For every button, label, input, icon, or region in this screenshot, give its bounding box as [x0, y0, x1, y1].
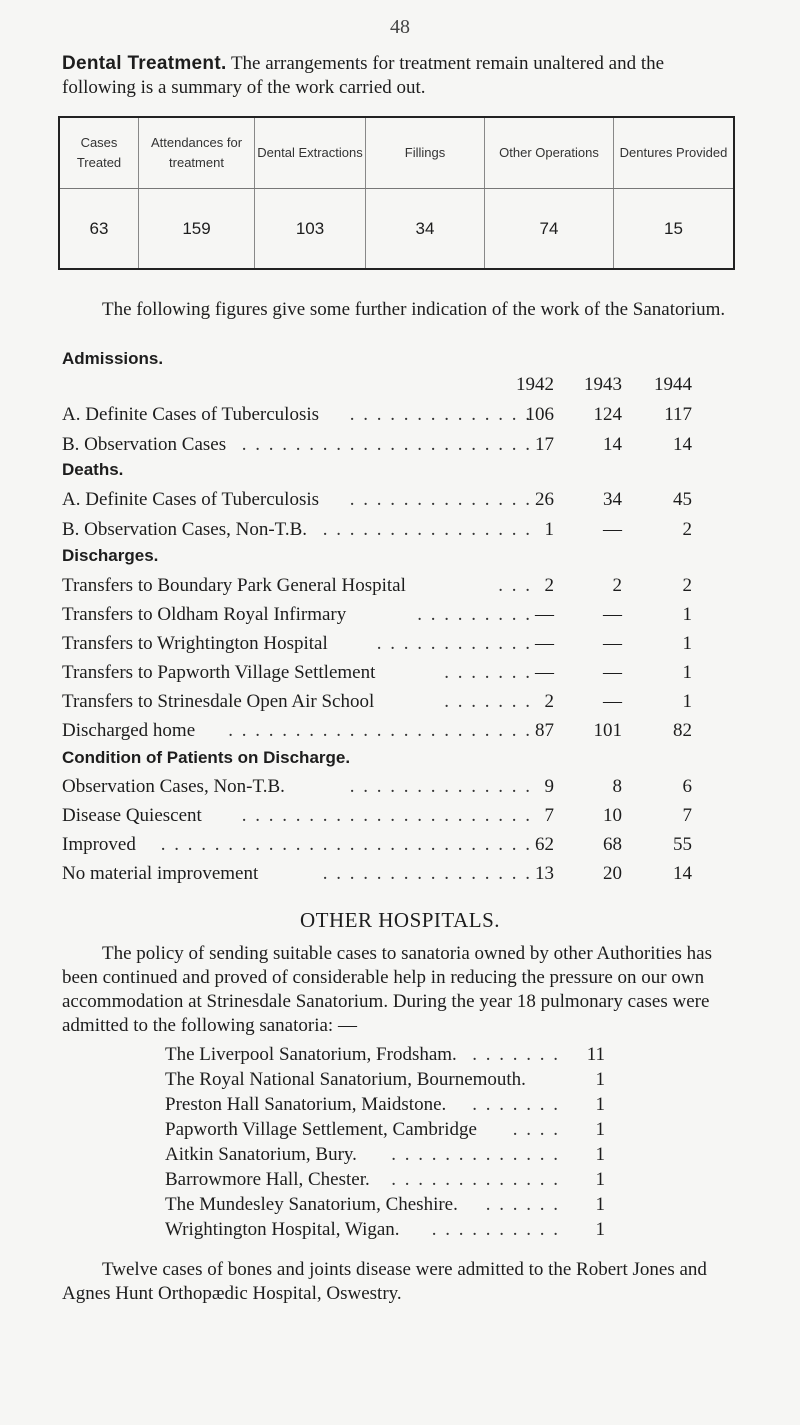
row-label: B. Observation Cases, Non-T.B.	[62, 519, 313, 541]
value-1943: 124	[593, 404, 622, 425]
table-row: . . . . . . . . . . . . . . . . . . . . . . Disease Quiescent 7 10 7	[62, 805, 692, 826]
condition-heading: Condition of Patients on Discharge.	[62, 748, 351, 767]
value-1944: 1	[682, 604, 692, 625]
year-1943: 1943	[584, 374, 622, 395]
value-1942: —	[535, 604, 554, 625]
dental-treatment-heading: Dental Treatment.	[62, 53, 227, 74]
header-attendances: Attendances for treatment	[139, 117, 255, 189]
year-header-row	[62, 374, 742, 398]
value-1943: —	[603, 691, 622, 712]
value-1942: 2	[544, 575, 554, 596]
sanatorium-name: The Mundesley Sanatorium, Cheshire.	[165, 1194, 462, 1216]
value-1944: 1	[682, 633, 692, 654]
table-row: . . . . . . . Transfers to Strinesdale Open Air School 2 — 1	[62, 691, 692, 712]
sanatorium-count: 1	[595, 1144, 605, 1165]
value-1942: —	[535, 633, 554, 654]
dental-summary-table	[58, 116, 735, 270]
table-row	[59, 189, 734, 270]
year-1942: 1942	[516, 374, 554, 395]
sanatorium-name: Papworth Village Settlement, Cambridge	[165, 1119, 481, 1141]
row-label: Transfers to Oldham Royal Infirmary	[62, 604, 352, 626]
list-item: . . . . . . . . . . Wrightington Hospital, Wigan. 1	[165, 1219, 605, 1240]
value-1944: 82	[673, 720, 692, 741]
value-1944: 45	[673, 489, 692, 510]
value-1942: 106	[525, 404, 554, 425]
value-1943: 68	[603, 834, 622, 855]
table-row: . . . . . . . . . . . . . . A. Definite Cases of Tuberculosis 26 34 45	[62, 489, 692, 510]
sanatorium-count: 1	[595, 1219, 605, 1240]
value-1943: 10	[603, 805, 622, 826]
table-row: . . . . . . . . . Transfers to Oldham Royal Infirmary — — 1	[62, 604, 692, 625]
sanatorium-name: The Royal National Sanatorium, Bournemouth.	[165, 1069, 526, 1090]
intro-paragraph	[62, 52, 742, 100]
row-label: Transfers to Papworth Village Settlement	[62, 662, 381, 684]
value-1943: 20	[603, 863, 622, 884]
sanatorium-name: Preston Hall Sanatorium, Maidstone.	[165, 1094, 450, 1116]
other-hospitals-title: OTHER HOSPITALS.	[300, 908, 500, 932]
value-attendances: 159	[139, 189, 255, 270]
sanatorium-count: 1	[595, 1194, 605, 1215]
value-cases-treated: 63	[59, 189, 139, 270]
row-label: Discharged home	[62, 720, 201, 742]
value-fillings: 34	[366, 189, 485, 270]
row-label: No material improvement	[62, 863, 264, 885]
value-1944: 2	[682, 519, 692, 540]
value-1944: 117	[664, 404, 692, 425]
value-1942: 7	[544, 805, 554, 826]
row-label: Improved	[62, 834, 142, 856]
value-1942: 13	[535, 863, 554, 884]
value-1944: 55	[673, 834, 692, 855]
value-1943: —	[603, 604, 622, 625]
value-1943: 8	[612, 776, 622, 797]
sanatorium-name: Barrowmore Hall, Chester.	[165, 1169, 374, 1191]
value-1943: —	[603, 662, 622, 683]
value-1942: 2	[544, 691, 554, 712]
value-1944: 14	[673, 863, 692, 884]
value-1942: 9	[544, 776, 554, 797]
list-item: . . . . . . . . . . . . . Barrowmore Hall, Chester. 1	[165, 1169, 605, 1190]
value-other-operations: 74	[485, 189, 614, 270]
list-item	[165, 1069, 665, 1093]
sanatorium-count: 1	[595, 1119, 605, 1140]
sanatorium-name: Aitkin Sanatorium, Bury.	[165, 1144, 361, 1166]
value-1944: 1	[682, 662, 692, 683]
sanatorium-count: 1	[595, 1169, 605, 1190]
list-item: . . . . . . The Mundesley Sanatorium, Cheshire. 1	[165, 1194, 605, 1215]
header-cases-treated: Cases Treated	[59, 117, 139, 189]
deaths-heading: Deaths.	[62, 460, 124, 479]
sanatorium-count: 11	[586, 1044, 605, 1065]
value-dentures: 15	[664, 218, 683, 238]
value-extractions: 103	[255, 189, 366, 270]
row-label: Disease Quiescent	[62, 805, 208, 827]
admissions-heading: Admissions.	[62, 349, 164, 368]
value-1942: —	[535, 662, 554, 683]
sanatorium-name: Wrightington Hospital, Wigan.	[165, 1219, 404, 1241]
value-1942: 62	[535, 834, 554, 855]
value-1943: 34	[603, 489, 622, 510]
header-fillings: Fillings	[366, 117, 485, 189]
list-item: . . . . . . . The Liverpool Sanatorium, Frodsham. 11	[165, 1044, 605, 1065]
list-item: . . . . Papworth Village Settlement, Cambridge 1	[165, 1119, 605, 1140]
header-dentures: Dentures Provided	[614, 117, 735, 189]
table-row: . . . . . . . . . . . . . . Observation Cases, Non-T.B. 9 8 6	[62, 776, 692, 797]
row-label: Observation Cases, Non-T.B.	[62, 776, 291, 798]
value-1944: 14	[673, 434, 692, 455]
header-other-operations: Other Operations	[485, 117, 614, 189]
row-label: Transfers to Boundary Park General Hospital	[62, 575, 412, 597]
row-label: Transfers to Wrightington Hospital	[62, 633, 334, 655]
row-label: A. Definite Cases of Tuberculosis	[62, 489, 325, 511]
value-1943: 14	[603, 434, 622, 455]
value-1944: 2	[682, 575, 692, 596]
value-1943: 101	[593, 720, 622, 741]
table-row: . . . . . . . . . . . . . . . . No material improvement 13 20 14	[62, 863, 692, 884]
value-1944: 1	[682, 691, 692, 712]
sanatorium-name: The Liverpool Sanatorium, Frodsham.	[165, 1044, 461, 1066]
value-1942: 17	[535, 434, 554, 455]
discharges-heading: Discharges.	[62, 546, 159, 565]
table-header-row	[59, 117, 734, 189]
row-label: Transfers to Strinesdale Open Air School	[62, 691, 380, 713]
table-row: . . . . . . . . . . . . . . . . . . . . . . . Discharged home 87 101 82	[62, 720, 692, 741]
value-1942: 26	[535, 489, 554, 510]
value-1943: —	[603, 519, 622, 540]
further-indication-text: The following figures give some further indication of the work of the Sanatorium.	[102, 299, 726, 320]
row-label: B. Observation Cases	[62, 434, 232, 456]
closing-paragraph: Twelve cases of bones and joints disease were admitted to the Robert Jones and Agnes Hunt Orthopædic Hospital, Oswestry.	[62, 1259, 707, 1304]
value-1943: 2	[612, 575, 622, 596]
page-number: 48	[390, 16, 410, 38]
sanatorium-count: 1	[595, 1069, 605, 1090]
value-1942: 87	[535, 720, 554, 741]
value-1943: —	[603, 633, 622, 654]
table-row: . . . . . . . . . . . . Transfers to Wrightington Hospital — — 1	[62, 633, 692, 654]
intro-text: The arrangements for treatment remain unaltered and the following is a summary of the work carried out.	[62, 53, 665, 98]
table-row: . . . . . . . Transfers to Papworth Village Settlement — — 1	[62, 662, 692, 683]
table-row: . . . Transfers to Boundary Park General Hospital 2 2 2	[62, 575, 692, 596]
header-extractions: Dental Extractions	[255, 117, 366, 189]
table-row: . . . . . . . . . . . . . . . . . . . . . . . . . . . . Improved 62 68 55	[62, 834, 692, 855]
year-1944: 1944	[654, 374, 692, 395]
sanatorium-count: 1	[595, 1094, 605, 1115]
value-1944: 6	[682, 776, 692, 797]
row-label: A. Definite Cases of Tuberculosis	[62, 404, 325, 426]
other-hospitals-paragraph: The policy of sending suitable cases to sanatoria owned by other Authorities has been continued and proved of considerable help in reducing the pressure on our own accommodation at Strinesdale Sanatorium. During the year 18 pulmonary cases were admitted to the following sanatoria: —	[62, 943, 712, 1036]
list-item: . . . . . . . Preston Hall Sanatorium, Maidstone. 1	[165, 1094, 605, 1115]
value-1944: 7	[682, 805, 692, 826]
list-item: . . . . . . . . . . . . . Aitkin Sanatorium, Bury. 1	[165, 1144, 605, 1165]
value-1942: 1	[544, 519, 554, 540]
table-row: . . . . . . . . . . . . . . A. Definite Cases of Tuberculosis 106 124 117	[62, 404, 692, 425]
table-row: . . . . . . . . . . . . . . . . B. Observation Cases, Non-T.B. 1 — 2	[62, 519, 692, 540]
table-row: . . . . . . . . . . . . . . . . . . . . . . B. Observation Cases 17 14 14	[62, 434, 692, 455]
